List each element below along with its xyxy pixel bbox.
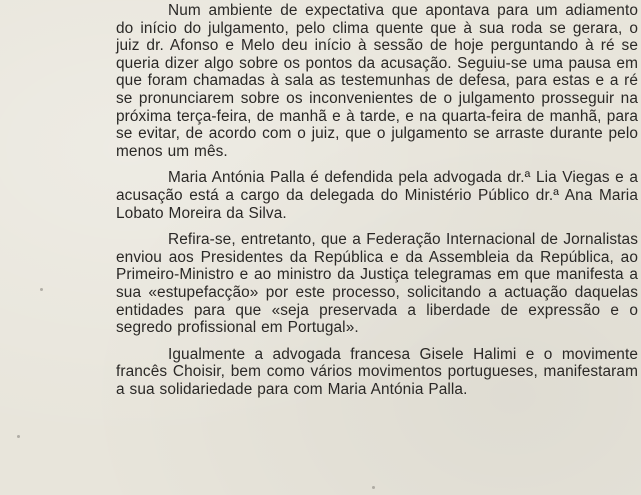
article-paragraph-1: Num ambiente de expectativa que apontava para um adiamento do início do julgamento, pelo clima quente que à sua roda se gerara, o juiz dr. Afonso e Melo deu início à sessão de hoje perguntando à ré se queria dizer algo sobre os pontos da acusação. Seguiu-se uma pausa em que foram chamadas à sala as testemunhas de defesa, para estas e a ré se pronunciarem sobre os inconvenientes de o julgamento prosseguir na próxima terça-feira, de manhã e à tarde, e na quarta-feira de manhã, para se evitar, de acordo com o juiz, que o julgamento se arraste durante pelo menos um mês. [116, 2, 638, 160]
print-speck [40, 288, 43, 291]
article-paragraph-4: Igualmente a advogada francesa Gisele Halimi e o movimente francês Choisir, bem como vários movimentos portugueses, manifestaram a sua solidariedade para com Maria Antónia Palla. [116, 345, 638, 398]
article-paragraph-3: Refira-se, entretanto, que a Federação Internacional de Jornalistas enviou aos Presidentes da República e da Assembleia da República, ao Primeiro-Ministro e ao ministro da Justiça telegramas em que manifesta a sua «estupefacção» por este processo, solicitando a actuação daquelas entidades para que «seja preservada a liberdade de expressão e o segredo profissional em Portugal». [116, 231, 638, 337]
article-paragraph-2: Maria Antónia Palla é defendida pela advogada dr.ª Lia Viegas e a acusação está a cargo da delegada do Ministério Público dr.ª Ana Maria Lobato Moreira da Silva. [116, 169, 638, 222]
article-column [116, 0, 638, 407]
print-speck [17, 435, 20, 438]
print-speck [372, 486, 375, 489]
